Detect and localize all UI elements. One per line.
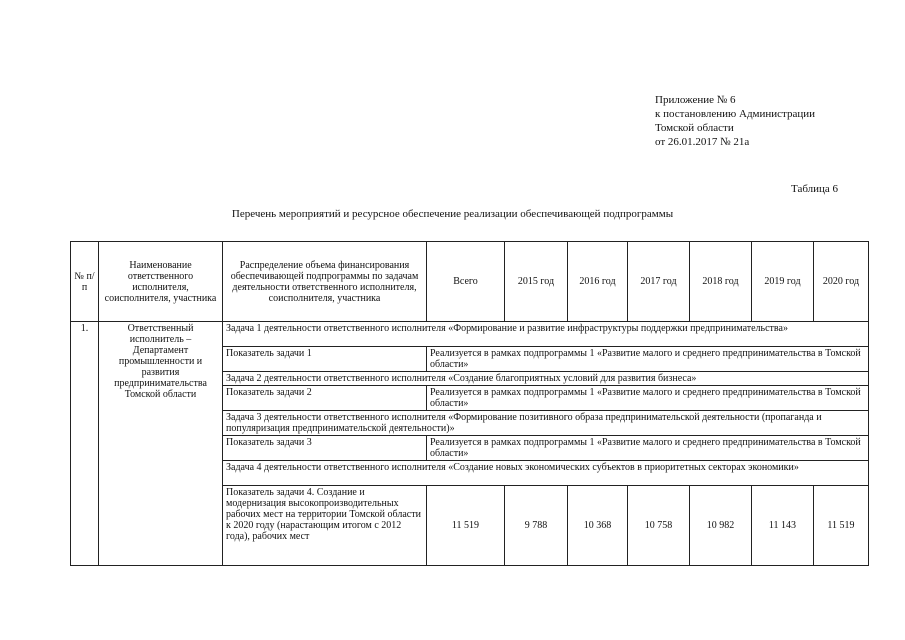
indicator-4-total: 11 519 (427, 486, 505, 566)
indicator-4-2018: 10 982 (690, 486, 752, 566)
row-num: 1. (71, 322, 99, 566)
header-num: № п/п (71, 242, 99, 322)
header-2018: 2018 год (690, 242, 752, 322)
header-executor: Наименование ответственного исполнителя, соисполнителя, участника (99, 242, 223, 322)
indicator-2-label: Показатель задачи 2 (223, 386, 427, 411)
indicator-4-2020: 11 519 (814, 486, 869, 566)
header-2020: 2020 год (814, 242, 869, 322)
indicator-1-label: Показатель задачи 1 (223, 347, 427, 372)
header-total: Всего (427, 242, 505, 322)
header-2015: 2015 год (505, 242, 568, 322)
indicator-4-2015: 9 788 (505, 486, 568, 566)
program-table (70, 241, 869, 566)
appendix-line: к постановлению Администрации (655, 108, 816, 120)
indicator-3-label: Показатель задачи 3 (223, 436, 427, 461)
header-row (71, 242, 869, 322)
indicator-4-label: Показатель задачи 4. Создание и модернизация высокопроизводительных рабочих мест на территории Томской области к 2020 году (нарастающим итогом с 2012 года), рабочих мест (223, 486, 427, 566)
indicator-1-value: Реализуется в рамках подпрограммы 1 «Развитие малого и среднего предпринимательства в Томской области» (427, 347, 869, 372)
table-row (71, 322, 869, 347)
indicator-4-2017: 10 758 (628, 486, 690, 566)
task-4: Задача 4 деятельности ответственного исполнителя «Создание новых экономических субъектов в приоритетных секторах экономики» (223, 461, 869, 486)
document-title: Перечень мероприятий и ресурсное обеспечение реализации обеспечивающей подпрограммы (231, 208, 674, 220)
indicator-2-value: Реализуется в рамках подпрограммы 1 «Развитие малого и среднего предпринимательства в Томской области» (427, 386, 869, 411)
appendix-line: Приложение № 6 (655, 94, 736, 106)
indicator-4-2019: 11 143 (752, 486, 814, 566)
row-executor: Ответственный исполнитель – Департамент промышленности и развития предпринимательства Томской области (99, 322, 223, 566)
indicator-3-value: Реализуется в рамках подпрограммы 1 «Развитие малого и среднего предпринимательства в Томской области» (427, 436, 869, 461)
header-2016: 2016 год (568, 242, 628, 322)
appendix-block (655, 93, 815, 149)
header-2019: 2019 год (752, 242, 814, 322)
indicator-4-2016: 10 368 (568, 486, 628, 566)
appendix-line: Томской области (655, 122, 734, 134)
header-2017: 2017 год (628, 242, 690, 322)
appendix-line: от 26.01.2017 № 21а (655, 136, 750, 148)
table-label: Таблица 6 (791, 183, 839, 195)
task-3: Задача 3 деятельности ответственного исполнителя «Формирование позитивного образа предпринимательской деятельности (пропаганда и популяризация предпринимательской деятельности)» (223, 411, 869, 436)
header-distribution: Распределение объема финансирования обеспечивающей подпрограммы по задачам деятельности ответственного исполнителя, соисполнителя, участника (223, 242, 427, 322)
task-2: Задача 2 деятельности ответственного исполнителя «Создание благоприятных условий для развития бизнеса» (223, 372, 869, 386)
task-1: Задача 1 деятельности ответственного исполнителя «Формирование и развитие инфраструктуры поддержки предпринимательства» (223, 322, 869, 347)
